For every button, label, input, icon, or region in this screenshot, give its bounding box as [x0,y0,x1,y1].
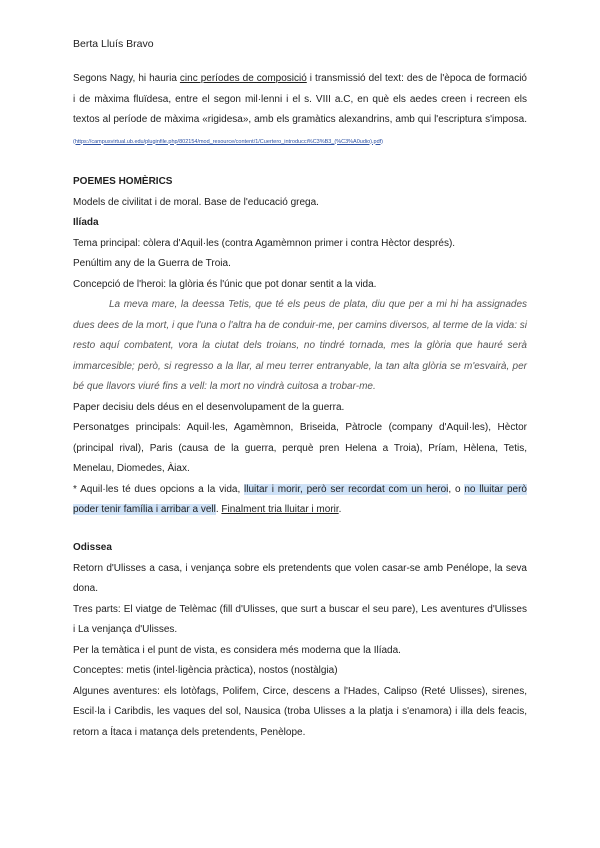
odyssey-title: Odissea [73,542,112,553]
odyssey-section [73,538,527,743]
final-choice: Finalment tria lluitar i morir [221,504,339,515]
iliad-theme: Tema principal: còlera d'Aquil·les (contra Agamèmnon primer i contra Hèctor després). [73,237,456,249]
iliad-period: Penúltim any de la Guerra de Troia. [73,258,231,269]
main-characters: Personatges principals: Aquil·les, Agamèmnon, Briseida, Pàtrocle (company d'Aquil·les), Hèctor (principal rival), Paris (causa de la guerra, perquè pren Helena a Troia), Príam, Hèlena, Tetis, Menelau, Diomedes, Àiax. [73,422,527,474]
models-line: Models de civilitat i de moral. Base de l'educació grega. [73,196,319,208]
intro-underlined-phrase: cinc períodes de composició [179,73,307,84]
odyssey-adventures: Algunes aventures: els lotòfags, Polifem, Circe, descens a l'Hades, Calipso (Reté Ulisses), sirenes, Escil·la i Caribdis, les vaques del sol, Nausica (troba Ulisses a la platja i s'enamora) i illa dels feacis, retorn a Ítaca i matança dels pretendents, Penèlope. [73,685,527,738]
intro-paragraph [73,69,527,152]
section-heading-homeric: POEMES HOMÈRICS [73,176,173,187]
intro-text-before: Segons Nagy, hi hauria [73,73,180,84]
hero-concept: Concepció de l'heroi: la glòria és l'únic que pot donar sentit a la vida. [73,278,377,290]
odyssey-theme: Per la temàtica i el punt de vista, es considera més moderna que la Ilíada. [73,644,401,656]
author-name: Berta Lluís Bravo [73,38,154,50]
odyssey-return: Retorn d'Ulisses a casa, i venjança sobre els pretendents que volen casar-se amb Penélope, la seva dona. [73,562,527,594]
iliad-quote: La meva mare, la deessa Tetis, que té els peus de plata, diu que per a mi hi ha assignades dues dees de la mort, i que l'una o l'altra ha de conduir-me, per camins diversos, al terme de la vida: si resto aquí combatent, vora la ciutat dels troians, no tindré tornada, mes la glòria que hauré serà immarcesible; però, si regresso a la llar, al meu terrer entranyable, la tan alta glòria se m'esvairà, per bé que llavors viuré fins a vell: la mort no vindrà cuitosa a trobar-me. [73,299,527,392]
iliad-title: Ilíada [73,217,99,228]
options-intro: * Aquil·les té dues opcions a la vida, [73,483,245,495]
achilles-options [73,480,527,521]
options-end: . [338,504,342,515]
homeric-section [73,172,527,521]
options-separator: , o [448,483,465,495]
intro-text-after: i transmissió del text: des de l'època de formació i de màxima fluïdesa, entre el segon mil·lenni i el s. VIII a.C, en què els aedes creen i recreen els textos al període de màxima «rigidesa», amb els gramàtics alexandrins, amb qui l'escriptura s'imposa. [73,73,527,125]
odyssey-concepts: Conceptes: metis (intel·ligència pràctica), nostos (nostàlgia) [73,665,338,676]
highlight-option-1: lluitar i morir, però ser recordat com un heroi [244,483,449,495]
odyssey-parts: Tres parts: El viatge de Telèmac (fill d'Ulisses, que surt a buscar el seu pare), Les aventures d'Ulisses i La venjança d'Ulisses. [73,603,527,635]
highlight-option-2: no lluitar però poder tenir família i arribar a vell [73,483,527,515]
source-link[interactable]: (https://campusvirtual.ub.edu/pluginfile.php/802154/mod_resource/content/1/Cuertero_introducci%C3%B3_(%C3%A0udio).pdf) [73,138,384,145]
options-dot: . [215,504,222,515]
gods-role: Paper decisiu dels déus en el desenvolupament de la guerra. [73,401,345,413]
